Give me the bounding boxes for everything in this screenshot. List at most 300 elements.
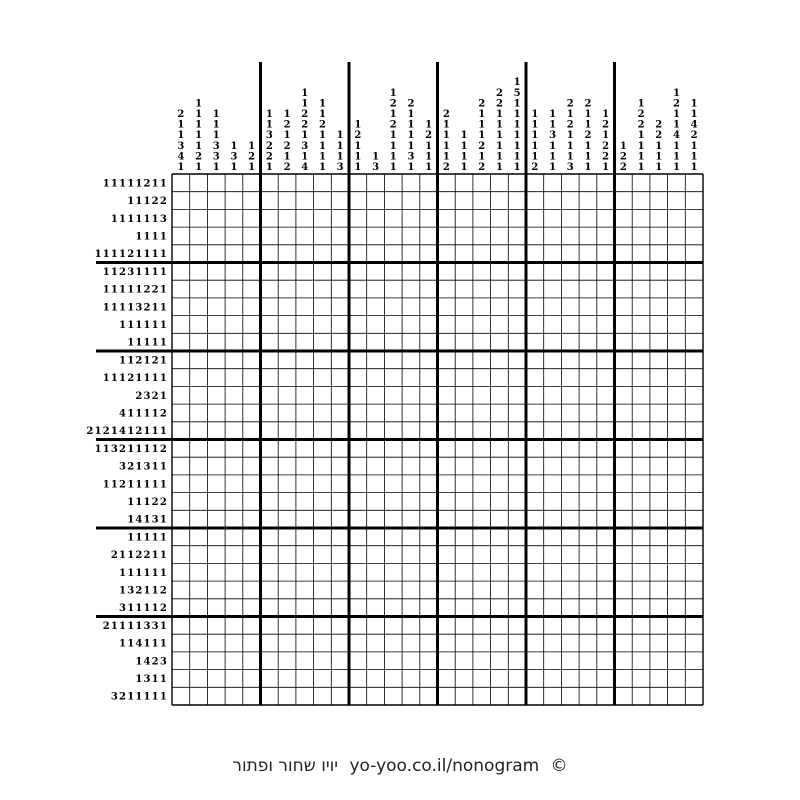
- grid-cell[interactable]: [650, 209, 668, 227]
- grid-cell[interactable]: [331, 209, 349, 227]
- grid-cell[interactable]: [278, 652, 296, 670]
- grid-cell[interactable]: [455, 245, 473, 263]
- grid-cell[interactable]: [384, 192, 402, 210]
- grid-cell[interactable]: [668, 333, 686, 351]
- grid-cell[interactable]: [632, 404, 650, 422]
- grid-cell[interactable]: [615, 687, 633, 705]
- grid-cell[interactable]: [172, 670, 190, 688]
- grid-cell[interactable]: [420, 634, 438, 652]
- grid-cell[interactable]: [420, 263, 438, 281]
- grid-cell[interactable]: [402, 386, 420, 404]
- grid-cell[interactable]: [632, 245, 650, 263]
- grid-cell[interactable]: [367, 563, 385, 581]
- grid-cell[interactable]: [561, 510, 579, 528]
- grid-cell[interactable]: [384, 174, 402, 192]
- grid-cell[interactable]: [367, 404, 385, 422]
- grid-cell[interactable]: [296, 351, 314, 369]
- grid-cell[interactable]: [314, 192, 332, 210]
- grid-cell[interactable]: [473, 581, 491, 599]
- grid-cell[interactable]: [172, 298, 190, 316]
- grid-cell[interactable]: [225, 227, 243, 245]
- grid-cell[interactable]: [261, 369, 279, 387]
- grid-cell[interactable]: [508, 581, 526, 599]
- grid-cell[interactable]: [544, 404, 562, 422]
- grid-cell[interactable]: [438, 227, 456, 245]
- grid-cell[interactable]: [367, 617, 385, 635]
- grid-cell[interactable]: [349, 617, 367, 635]
- grid-cell[interactable]: [526, 670, 544, 688]
- grid-cell[interactable]: [331, 227, 349, 245]
- grid-cell[interactable]: [685, 209, 703, 227]
- grid-cell[interactable]: [455, 440, 473, 458]
- grid-cell[interactable]: [438, 634, 456, 652]
- grid-cell[interactable]: [473, 316, 491, 334]
- grid-cell[interactable]: [615, 351, 633, 369]
- grid-cell[interactable]: [455, 263, 473, 281]
- grid-cell[interactable]: [278, 493, 296, 511]
- grid-cell[interactable]: [225, 351, 243, 369]
- grid-cell[interactable]: [579, 209, 597, 227]
- grid-cell[interactable]: [331, 369, 349, 387]
- grid-cell[interactable]: [384, 528, 402, 546]
- grid-cell[interactable]: [473, 333, 491, 351]
- grid-cell[interactable]: [314, 209, 332, 227]
- grid-cell[interactable]: [561, 546, 579, 564]
- grid-cell[interactable]: [615, 528, 633, 546]
- grid-cell[interactable]: [225, 440, 243, 458]
- grid-cell[interactable]: [650, 386, 668, 404]
- grid-cell[interactable]: [296, 563, 314, 581]
- grid-cell[interactable]: [508, 546, 526, 564]
- grid-cell[interactable]: [526, 457, 544, 475]
- grid-cell[interactable]: [225, 245, 243, 263]
- grid-cell[interactable]: [314, 280, 332, 298]
- grid-cell[interactable]: [438, 280, 456, 298]
- grid-cell[interactable]: [544, 670, 562, 688]
- grid-cell[interactable]: [526, 245, 544, 263]
- grid-cell[interactable]: [615, 457, 633, 475]
- grid-cell[interactable]: [491, 652, 509, 670]
- grid-cell[interactable]: [615, 245, 633, 263]
- grid-cell[interactable]: [225, 563, 243, 581]
- grid-cell[interactable]: [384, 351, 402, 369]
- grid-cell[interactable]: [455, 333, 473, 351]
- grid-cell[interactable]: [544, 687, 562, 705]
- grid-cell[interactable]: [650, 652, 668, 670]
- grid-cell[interactable]: [207, 617, 225, 635]
- grid-cell[interactable]: [225, 280, 243, 298]
- grid-cell[interactable]: [420, 369, 438, 387]
- grid-cell[interactable]: [508, 510, 526, 528]
- grid-cell[interactable]: [650, 404, 668, 422]
- grid-cell[interactable]: [243, 209, 261, 227]
- grid-cell[interactable]: [597, 386, 615, 404]
- grid-cell[interactable]: [438, 404, 456, 422]
- grid-cell[interactable]: [207, 245, 225, 263]
- grid-cell[interactable]: [314, 386, 332, 404]
- grid-cell[interactable]: [455, 316, 473, 334]
- grid-cell[interactable]: [685, 404, 703, 422]
- grid-cell[interactable]: [438, 493, 456, 511]
- grid-cell[interactable]: [225, 333, 243, 351]
- grid-cell[interactable]: [615, 192, 633, 210]
- grid-cell[interactable]: [668, 670, 686, 688]
- grid-cell[interactable]: [597, 422, 615, 440]
- grid-cell[interactable]: [526, 563, 544, 581]
- grid-cell[interactable]: [491, 510, 509, 528]
- grid-cell[interactable]: [349, 546, 367, 564]
- grid-cell[interactable]: [261, 245, 279, 263]
- grid-cell[interactable]: [261, 599, 279, 617]
- grid-cell[interactable]: [190, 422, 208, 440]
- grid-cell[interactable]: [491, 298, 509, 316]
- grid-cell[interactable]: [508, 386, 526, 404]
- grid-cell[interactable]: [632, 422, 650, 440]
- grid-cell[interactable]: [526, 510, 544, 528]
- grid-cell[interactable]: [685, 298, 703, 316]
- grid-cell[interactable]: [491, 227, 509, 245]
- grid-cell[interactable]: [685, 457, 703, 475]
- grid-cell[interactable]: [420, 510, 438, 528]
- grid-cell[interactable]: [190, 298, 208, 316]
- grid-cell[interactable]: [172, 599, 190, 617]
- grid-cell[interactable]: [668, 280, 686, 298]
- grid-cell[interactable]: [473, 209, 491, 227]
- grid-cell[interactable]: [597, 634, 615, 652]
- grid-cell[interactable]: [668, 209, 686, 227]
- grid-cell[interactable]: [384, 404, 402, 422]
- grid-cell[interactable]: [685, 634, 703, 652]
- grid-cell[interactable]: [225, 475, 243, 493]
- grid-cell[interactable]: [402, 634, 420, 652]
- grid-cell[interactable]: [331, 192, 349, 210]
- grid-cell[interactable]: [207, 457, 225, 475]
- grid-cell[interactable]: [526, 174, 544, 192]
- grid-cell[interactable]: [207, 280, 225, 298]
- grid-cell[interactable]: [455, 209, 473, 227]
- grid-cell[interactable]: [331, 493, 349, 511]
- grid-cell[interactable]: [544, 263, 562, 281]
- grid-cell[interactable]: [491, 333, 509, 351]
- grid-cell[interactable]: [331, 546, 349, 564]
- grid-cell[interactable]: [438, 475, 456, 493]
- grid-cell[interactable]: [650, 263, 668, 281]
- grid-cell[interactable]: [615, 209, 633, 227]
- grid-cell[interactable]: [402, 475, 420, 493]
- grid-cell[interactable]: [402, 174, 420, 192]
- grid-cell[interactable]: [296, 192, 314, 210]
- grid-cell[interactable]: [508, 652, 526, 670]
- grid-cell[interactable]: [438, 457, 456, 475]
- grid-cell[interactable]: [172, 546, 190, 564]
- grid-cell[interactable]: [349, 263, 367, 281]
- grid-cell[interactable]: [632, 209, 650, 227]
- grid-cell[interactable]: [172, 581, 190, 599]
- grid-cell[interactable]: [685, 333, 703, 351]
- grid-cell[interactable]: [402, 209, 420, 227]
- grid-cell[interactable]: [384, 475, 402, 493]
- grid-cell[interactable]: [615, 652, 633, 670]
- grid-cell[interactable]: [685, 581, 703, 599]
- grid-cell[interactable]: [685, 599, 703, 617]
- grid-cell[interactable]: [420, 280, 438, 298]
- grid-cell[interactable]: [544, 316, 562, 334]
- grid-cell[interactable]: [261, 263, 279, 281]
- grid-cell[interactable]: [685, 192, 703, 210]
- grid-cell[interactable]: [190, 528, 208, 546]
- grid-cell[interactable]: [508, 209, 526, 227]
- grid-cell[interactable]: [615, 404, 633, 422]
- grid-cell[interactable]: [508, 280, 526, 298]
- grid-cell[interactable]: [349, 174, 367, 192]
- grid-cell[interactable]: [597, 369, 615, 387]
- grid-cell[interactable]: [526, 617, 544, 635]
- grid-cell[interactable]: [314, 351, 332, 369]
- grid-cell[interactable]: [455, 670, 473, 688]
- grid-cell[interactable]: [508, 263, 526, 281]
- grid-cell[interactable]: [544, 386, 562, 404]
- grid-cell[interactable]: [261, 617, 279, 635]
- grid-cell[interactable]: [455, 563, 473, 581]
- grid-cell[interactable]: [473, 510, 491, 528]
- grid-cell[interactable]: [455, 227, 473, 245]
- grid-cell[interactable]: [438, 510, 456, 528]
- grid-cell[interactable]: [685, 440, 703, 458]
- grid-cell[interactable]: [384, 369, 402, 387]
- grid-cell[interactable]: [402, 581, 420, 599]
- grid-cell[interactable]: [544, 245, 562, 263]
- grid-cell[interactable]: [402, 192, 420, 210]
- grid-cell[interactable]: [579, 652, 597, 670]
- grid-cell[interactable]: [402, 422, 420, 440]
- grid-cell[interactable]: [331, 634, 349, 652]
- grid-cell[interactable]: [190, 263, 208, 281]
- grid-cell[interactable]: [367, 599, 385, 617]
- grid-cell[interactable]: [314, 528, 332, 546]
- grid-cell[interactable]: [384, 510, 402, 528]
- grid-cell[interactable]: [438, 581, 456, 599]
- grid-cell[interactable]: [632, 617, 650, 635]
- grid-cell[interactable]: [491, 192, 509, 210]
- grid-cell[interactable]: [526, 493, 544, 511]
- grid-cell[interactable]: [296, 298, 314, 316]
- grid-cell[interactable]: [349, 440, 367, 458]
- grid-cell[interactable]: [172, 528, 190, 546]
- grid-cell[interactable]: [367, 298, 385, 316]
- grid-cell[interactable]: [278, 581, 296, 599]
- grid-cell[interactable]: [243, 599, 261, 617]
- grid-cell[interactable]: [420, 546, 438, 564]
- grid-cell[interactable]: [561, 634, 579, 652]
- grid-cell[interactable]: [491, 386, 509, 404]
- grid-cell[interactable]: [207, 546, 225, 564]
- grid-cell[interactable]: [473, 245, 491, 263]
- grid-cell[interactable]: [491, 440, 509, 458]
- grid-cell[interactable]: [367, 369, 385, 387]
- grid-cell[interactable]: [349, 422, 367, 440]
- grid-cell[interactable]: [349, 670, 367, 688]
- grid-cell[interactable]: [685, 351, 703, 369]
- grid-cell[interactable]: [243, 422, 261, 440]
- grid-cell[interactable]: [438, 670, 456, 688]
- grid-cell[interactable]: [207, 634, 225, 652]
- grid-cell[interactable]: [526, 475, 544, 493]
- grid-cell[interactable]: [190, 209, 208, 227]
- grid-cell[interactable]: [314, 333, 332, 351]
- grid-cell[interactable]: [278, 546, 296, 564]
- grid-cell[interactable]: [561, 280, 579, 298]
- grid-cell[interactable]: [632, 546, 650, 564]
- grid-cell[interactable]: [579, 599, 597, 617]
- grid-cell[interactable]: [190, 333, 208, 351]
- grid-cell[interactable]: [384, 687, 402, 705]
- grid-cell[interactable]: [367, 351, 385, 369]
- grid-cell[interactable]: [561, 227, 579, 245]
- grid-cell[interactable]: [632, 687, 650, 705]
- grid-cell[interactable]: [172, 457, 190, 475]
- grid-cell[interactable]: [331, 510, 349, 528]
- grid-cell[interactable]: [402, 369, 420, 387]
- grid-cell[interactable]: [632, 440, 650, 458]
- grid-cell[interactable]: [508, 245, 526, 263]
- grid-cell[interactable]: [579, 457, 597, 475]
- grid-cell[interactable]: [172, 475, 190, 493]
- grid-cell[interactable]: [579, 263, 597, 281]
- grid-cell[interactable]: [544, 599, 562, 617]
- grid-cell[interactable]: [668, 652, 686, 670]
- grid-cell[interactable]: [278, 404, 296, 422]
- grid-cell[interactable]: [561, 617, 579, 635]
- grid-cell[interactable]: [650, 493, 668, 511]
- grid-cell[interactable]: [172, 316, 190, 334]
- grid-cell[interactable]: [225, 634, 243, 652]
- grid-cell[interactable]: [331, 617, 349, 635]
- grid-cell[interactable]: [225, 617, 243, 635]
- grid-cell[interactable]: [491, 404, 509, 422]
- grid-cell[interactable]: [597, 687, 615, 705]
- grid-cell[interactable]: [438, 174, 456, 192]
- grid-cell[interactable]: [420, 563, 438, 581]
- grid-cell[interactable]: [579, 386, 597, 404]
- grid-cell[interactable]: [331, 316, 349, 334]
- grid-cell[interactable]: [278, 617, 296, 635]
- grid-cell[interactable]: [243, 386, 261, 404]
- grid-cell[interactable]: [685, 528, 703, 546]
- grid-cell[interactable]: [314, 440, 332, 458]
- grid-cell[interactable]: [207, 670, 225, 688]
- grid-cell[interactable]: [225, 209, 243, 227]
- grid-cell[interactable]: [331, 599, 349, 617]
- grid-cell[interactable]: [561, 581, 579, 599]
- grid-cell[interactable]: [615, 599, 633, 617]
- grid-cell[interactable]: [278, 351, 296, 369]
- grid-cell[interactable]: [225, 174, 243, 192]
- grid-cell[interactable]: [491, 316, 509, 334]
- grid-cell[interactable]: [455, 652, 473, 670]
- grid-cell[interactable]: [367, 440, 385, 458]
- grid-cell[interactable]: [544, 634, 562, 652]
- grid-cell[interactable]: [384, 280, 402, 298]
- grid-cell[interactable]: [261, 687, 279, 705]
- grid-cell[interactable]: [632, 457, 650, 475]
- grid-cell[interactable]: [597, 546, 615, 564]
- grid-cell[interactable]: [261, 316, 279, 334]
- grid-cell[interactable]: [296, 227, 314, 245]
- grid-cell[interactable]: [278, 599, 296, 617]
- grid-cell[interactable]: [420, 192, 438, 210]
- grid-cell[interactable]: [650, 510, 668, 528]
- grid-cell[interactable]: [190, 440, 208, 458]
- grid-cell[interactable]: [544, 333, 562, 351]
- grid-cell[interactable]: [438, 316, 456, 334]
- grid-cell[interactable]: [632, 298, 650, 316]
- grid-cell[interactable]: [491, 369, 509, 387]
- grid-cell[interactable]: [402, 599, 420, 617]
- grid-cell[interactable]: [579, 546, 597, 564]
- grid-cell[interactable]: [508, 369, 526, 387]
- grid-cell[interactable]: [579, 333, 597, 351]
- grid-cell[interactable]: [278, 475, 296, 493]
- grid-cell[interactable]: [402, 263, 420, 281]
- grid-cell[interactable]: [615, 316, 633, 334]
- grid-cell[interactable]: [455, 546, 473, 564]
- grid-cell[interactable]: [172, 227, 190, 245]
- grid-cell[interactable]: [384, 316, 402, 334]
- grid-cell[interactable]: [455, 634, 473, 652]
- grid-cell[interactable]: [261, 174, 279, 192]
- grid-cell[interactable]: [455, 386, 473, 404]
- grid-cell[interactable]: [296, 245, 314, 263]
- grid-cell[interactable]: [597, 404, 615, 422]
- grid-cell[interactable]: [491, 563, 509, 581]
- grid-cell[interactable]: [349, 493, 367, 511]
- grid-cell[interactable]: [615, 263, 633, 281]
- grid-cell[interactable]: [207, 581, 225, 599]
- grid-cell[interactable]: [243, 652, 261, 670]
- grid-cell[interactable]: [367, 581, 385, 599]
- grid-cell[interactable]: [261, 386, 279, 404]
- grid-cell[interactable]: [473, 404, 491, 422]
- grid-cell[interactable]: [668, 369, 686, 387]
- grid-cell[interactable]: [331, 351, 349, 369]
- grid-cell[interactable]: [367, 687, 385, 705]
- grid-cell[interactable]: [597, 563, 615, 581]
- grid-cell[interactable]: [455, 404, 473, 422]
- grid-cell[interactable]: [526, 298, 544, 316]
- grid-cell[interactable]: [650, 245, 668, 263]
- grid-cell[interactable]: [207, 493, 225, 511]
- grid-cell[interactable]: [296, 475, 314, 493]
- grid-cell[interactable]: [544, 369, 562, 387]
- grid-cell[interactable]: [561, 298, 579, 316]
- grid-cell[interactable]: [579, 687, 597, 705]
- grid-cell[interactable]: [314, 475, 332, 493]
- grid-cell[interactable]: [349, 528, 367, 546]
- grid-cell[interactable]: [455, 280, 473, 298]
- grid-cell[interactable]: [225, 599, 243, 617]
- grid-cell[interactable]: [331, 475, 349, 493]
- grid-cell[interactable]: [349, 192, 367, 210]
- grid-cell[interactable]: [402, 316, 420, 334]
- grid-cell[interactable]: [225, 316, 243, 334]
- grid-cell[interactable]: [491, 209, 509, 227]
- grid-cell[interactable]: [314, 493, 332, 511]
- grid-cell[interactable]: [526, 599, 544, 617]
- grid-cell[interactable]: [261, 192, 279, 210]
- grid-cell[interactable]: [632, 192, 650, 210]
- grid-cell[interactable]: [544, 422, 562, 440]
- grid-cell[interactable]: [473, 670, 491, 688]
